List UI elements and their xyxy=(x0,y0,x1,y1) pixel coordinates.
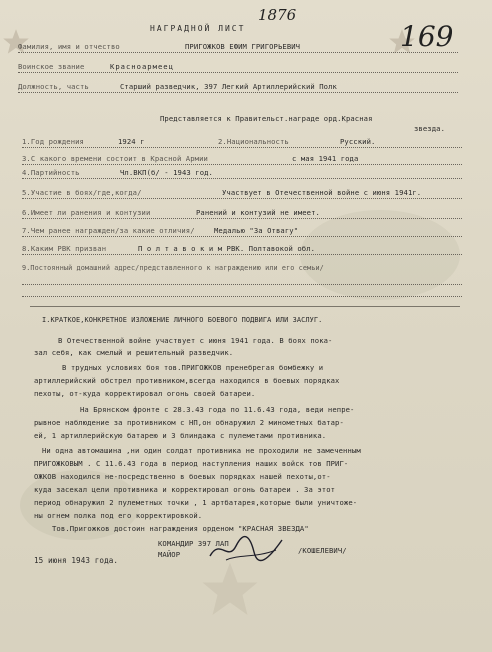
address-label: 9.Постоянный домашний адрес/представленного к награждению или его семьи/ xyxy=(22,264,324,272)
called-label: 8.Каким РВК призван xyxy=(22,244,107,253)
position-label: Должность, часть xyxy=(18,82,89,91)
signer-title-line-1: КОМАНДИР 397 ЛАП xyxy=(158,539,229,548)
position-value: Старший разведчик, 397 Легкий Артиллерийский Полк xyxy=(120,82,337,91)
war-label: 5.Участие в боях/где,когда/ xyxy=(22,188,142,197)
underline xyxy=(22,218,462,219)
prior-awards-label: 7.Чем ранее награжден/за какие отличия/ xyxy=(22,226,195,235)
section-title: I.КРАТКОЕ,КОНКРЕТНОЕ ИЗЛОЖЕНИЕ ЛИЧНОГО БОЕВОГО ПОДВИГА ИЛИ ЗАСЛУГ. xyxy=(42,316,323,324)
underline xyxy=(22,254,462,255)
body-line: куда засекал цели противника и корректировал огонь батареи . За этот xyxy=(34,485,336,494)
body-line: период обнаружил 2 пулеметных точки , 1 артбатарея,которые были уничтоже- xyxy=(34,498,358,507)
prior-awards-value: Медалью "За Отвагу" xyxy=(214,226,299,235)
body-line: рывное наблюдение за противником с НП,он обнаружил 2 минометных батар- xyxy=(34,418,344,427)
underline xyxy=(18,52,458,53)
underline xyxy=(22,164,462,165)
paper-stain xyxy=(300,210,460,300)
called-value: П о л т а в о к и м РВК. Полтавокой обл. xyxy=(138,244,316,253)
underline xyxy=(22,284,462,285)
form-title: НАГРАДНОЙ ЛИСТ xyxy=(150,24,246,33)
document-date: 15 июня 1943 года. xyxy=(34,556,119,565)
presented-line-1: Представляется к Правительст.награде орд.Красная xyxy=(160,114,373,123)
body-line: пехоты, от-куда корректировал огонь своей батареи. xyxy=(34,389,256,398)
body-line: На Брянском фронте с 28.3.43 года по 11.6.43 года, веди непре- xyxy=(80,405,355,414)
body-line: Ни одна автомашина ,ни один солдат противника не проходили не замеченным xyxy=(42,446,361,455)
underline xyxy=(22,296,462,297)
rank-label: Воинское звание xyxy=(18,62,85,71)
birth-value: 1924 г xyxy=(118,137,145,146)
wounds-label: 6.Имеет ли ранения и контузии xyxy=(22,208,151,217)
name-label: Фамилия, имя и отчество xyxy=(18,42,120,51)
archive-number-top: 1876 xyxy=(258,6,297,24)
body-line: Тов.Пригожков достоин награждения орденом "КРАСНАЯ ЗВЕЗДА" xyxy=(52,524,309,533)
archive-number-right: 169 xyxy=(400,20,454,53)
underline xyxy=(22,178,462,179)
army-since-label: 3.С какого времени состоит в Красной Армии xyxy=(22,154,208,163)
presented-line-2: звезда. xyxy=(414,124,445,133)
underline xyxy=(22,198,462,199)
party-value: Чл.ВКП(б/ - 1943 год. xyxy=(120,168,213,177)
body-line: В трудных условиях боя тов.ПРИГОЖКОВ пренебрегая бомбежку и xyxy=(62,363,324,372)
name-value: ПРИГОЖКОВ ЕФИМ ГРИГОРЬЕВИЧ xyxy=(185,42,301,51)
signer-title-line-2: МАЙОР xyxy=(158,550,181,559)
body-line: ны огнем полка под его корректировкой. xyxy=(34,511,203,520)
body-line: ей, 1 артиллерийскую батарею и 3 блиндажа с пулеметами противника. xyxy=(34,431,327,440)
body-line: зал себя, как смелый и решительный разведчик. xyxy=(34,348,234,357)
underline xyxy=(18,92,458,93)
nationality-value: Русский. xyxy=(340,137,376,146)
birth-label: 1.Год рождения xyxy=(22,137,84,146)
nationality-label: 2.Национальность xyxy=(218,137,289,146)
underline xyxy=(22,236,462,237)
underline xyxy=(22,147,462,148)
party-label: 4.Партийность xyxy=(22,168,80,177)
body-line: ОЖКОВ находился не-посредственно в боевых порядках нашей пехоты,от- xyxy=(34,472,331,481)
underline xyxy=(18,72,458,73)
army-since-value: с мая 1941 года xyxy=(292,154,359,163)
section-divider xyxy=(30,306,460,307)
wounds-value: Ранений и контузий не имеет. xyxy=(196,208,320,217)
rank-value: Красноармеец xyxy=(110,62,174,71)
body-line: В Отечественной войне участвует с июня 1941 года. В боях пока- xyxy=(58,336,333,345)
body-line: ПРИГОЖКОВЫМ . С 11.6.43 года в период наступления наших войск тов ПРИГ- xyxy=(34,459,349,468)
faint-star-stamp-icon xyxy=(200,560,260,620)
war-value: Участвует в Отечественной войне с июня 1941г. xyxy=(222,188,422,197)
body-line: артиллерийский обстрел противником,всегда находился в боевых порядках xyxy=(34,376,340,385)
signer-name: /КОШЕЛЕВИЧ/ xyxy=(298,546,347,555)
